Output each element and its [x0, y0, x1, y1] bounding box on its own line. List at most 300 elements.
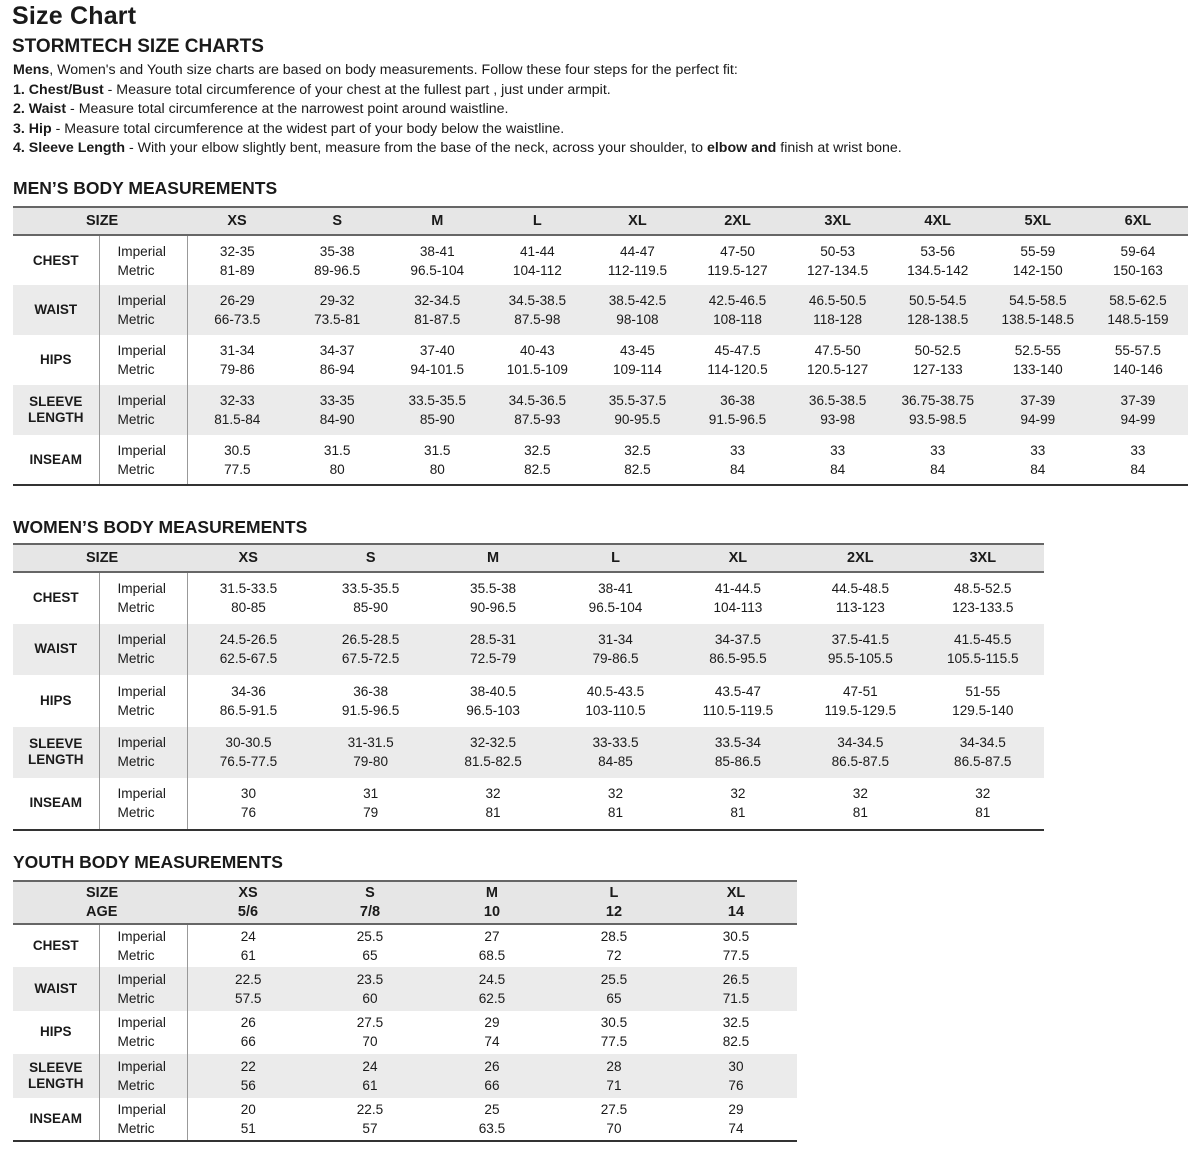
measurement-cell: [553, 1054, 675, 1097]
metric-value: 86.5-87.5: [831, 754, 890, 770]
measurement-cell: [687, 285, 787, 335]
measurement-row: [13, 285, 1188, 335]
measurement-cell: [553, 1011, 675, 1054]
metric-value: 60: [362, 991, 378, 1007]
measurement-cell: [799, 675, 921, 727]
metric-value: 120.5-127: [807, 362, 869, 377]
youth-size-table: [13, 880, 797, 1142]
measurement-cell: [431, 967, 553, 1010]
measurement-row: [13, 727, 1044, 779]
measurement-cell: [309, 675, 431, 727]
measurement-cell: [788, 435, 888, 485]
size-header: SIZE: [13, 207, 187, 235]
imperial-value: 32-32.5: [470, 735, 517, 751]
measurement-cell: [1088, 335, 1188, 385]
measurement-cell: [587, 385, 687, 435]
imperial-value: 33-35: [319, 393, 355, 408]
measurement-cell: [799, 727, 921, 779]
measurement-label: [13, 335, 99, 385]
unit-labels: [99, 727, 187, 779]
measurement-cell: [788, 335, 888, 385]
metric-value: 71.5: [722, 991, 750, 1007]
measurement-label-line: LENGTH: [28, 1075, 84, 1091]
measurement-cell: [187, 967, 309, 1010]
imperial-value: 26.5: [722, 972, 750, 988]
imperial-value: 25.5: [600, 972, 628, 988]
measurement-label: [13, 967, 99, 1010]
measurement-cell: [553, 1098, 675, 1141]
metric-value: 113-123: [835, 600, 885, 616]
step-name: Hip: [28, 120, 52, 137]
measurement-label-line: WAIST: [34, 981, 78, 997]
measurement-label: [13, 572, 99, 624]
metric-value: 70: [362, 1034, 378, 1050]
metric-value: 129.5-140: [952, 702, 1014, 718]
imperial-label: Imperial: [117, 786, 166, 802]
imperial-value: 31-31.5: [347, 735, 394, 751]
measurement-cell: [675, 924, 797, 967]
measurement-cell: [309, 924, 431, 967]
size-column-header: [1088, 207, 1188, 235]
imperial-value: 33: [930, 442, 946, 458]
metric-value: 74: [728, 1120, 744, 1136]
measurement-row: [13, 967, 797, 1010]
metric-label: Metric: [117, 600, 155, 616]
imperial-value: 22: [240, 1058, 256, 1074]
measurement-label-line: SLEEVE: [29, 394, 83, 409]
measurement-cell: [309, 1011, 431, 1054]
imperial-value: 45-47.5: [714, 343, 761, 358]
measurement-cell: [309, 1054, 431, 1097]
metric-value: 84: [729, 461, 746, 477]
measurement-cell: [675, 1098, 797, 1141]
imperial-value: 50.5-54.5: [908, 293, 967, 308]
imperial-value: 24.5-26.5: [219, 632, 278, 648]
size-name: M: [487, 549, 500, 566]
imperial-value: 47-50: [720, 243, 755, 259]
metric-value: 103-110.5: [585, 702, 646, 718]
measurement-cell: [587, 285, 687, 335]
metric-value: 81: [975, 805, 991, 821]
metric-value: 84: [830, 461, 846, 477]
imperial-value: 32-33: [219, 393, 255, 408]
imperial-value: 33.5-35.5: [341, 581, 400, 597]
metric-value: 84: [1030, 461, 1046, 477]
measurement-cell: [988, 335, 1088, 385]
imperial-value: 28: [606, 1058, 622, 1074]
size-header: SIZE: [13, 544, 187, 572]
measurement-cell: [187, 1011, 309, 1054]
imperial-value: 30: [728, 1058, 744, 1074]
size-name: XS: [238, 549, 258, 566]
size-name: 6XL: [1124, 212, 1152, 229]
measurement-cell: [187, 435, 287, 485]
imperial-value: 38-41: [598, 581, 633, 597]
measurement-cell: [431, 924, 553, 967]
measurement-cell: [309, 967, 431, 1010]
measurement-row: [13, 778, 1044, 830]
imperial-value: 36-38: [720, 393, 755, 408]
size-name: M: [485, 884, 499, 901]
imperial-value: 34-36: [231, 683, 266, 699]
size-header: [13, 881, 187, 924]
imperial-label: Imperial: [117, 1101, 166, 1117]
imperial-label: Imperial: [117, 393, 166, 408]
size-name: S: [332, 212, 342, 229]
metric-value: 72.5-79: [470, 651, 517, 667]
youth-section-title: YOUTH BODY MEASUREMENTS: [13, 852, 283, 872]
imperial-value: 37-39: [1020, 393, 1056, 408]
imperial-value: 50-53: [820, 243, 856, 259]
unit-labels: [99, 624, 187, 676]
measurement-cell: [187, 778, 309, 830]
step-name: Waist: [28, 101, 67, 118]
size-name: XL: [726, 884, 746, 901]
metric-label: Metric: [117, 262, 155, 278]
metric-value: 63.5: [478, 1120, 506, 1136]
metric-value: 119.5-127: [707, 262, 768, 278]
imperial-value: 33: [1030, 442, 1046, 458]
imperial-value: 37-39: [1120, 393, 1156, 408]
metric-value: 90-96.5: [470, 600, 517, 616]
metric-value: 79-86.5: [592, 651, 639, 667]
measurement-cell: [554, 572, 676, 624]
measurement-label-line: SLEEVE: [29, 736, 83, 752]
measurement-cell: [287, 285, 387, 335]
measurement-cell: [554, 624, 676, 676]
metric-value: 133-140: [1012, 362, 1063, 377]
metric-value: 65: [606, 991, 622, 1007]
imperial-value: 30.5: [722, 929, 750, 945]
measurement-row: [13, 924, 797, 967]
measurement-cell: [187, 624, 309, 676]
metric-value: 96.5-104: [588, 600, 643, 616]
unit-labels: [99, 235, 187, 285]
metric-value: 109-114: [612, 362, 662, 377]
imperial-value: 31-34: [598, 632, 633, 648]
measurement-cell: [553, 967, 675, 1010]
imperial-value: 30-30.5: [225, 735, 272, 751]
measurement-label-line: INSEAM: [29, 451, 82, 467]
metric-label: Metric: [117, 461, 155, 477]
size-column-header: [587, 207, 687, 235]
measurement-cell: [432, 675, 554, 727]
imperial-value: 50-52.5: [914, 343, 961, 358]
imperial-value: 53-56: [920, 243, 956, 259]
measurement-row: [13, 1054, 797, 1097]
metric-value: 85-90: [419, 412, 455, 427]
metric-label: Metric: [117, 651, 155, 667]
metric-value: 94-99: [1020, 412, 1056, 427]
measurement-cell: [988, 435, 1088, 485]
imperial-value: 47.5-50: [814, 343, 861, 358]
metric-value: 123-133.5: [952, 600, 1014, 616]
metric-value: 61: [240, 948, 256, 964]
imperial-label: Imperial: [117, 243, 166, 259]
metric-value: 96.5-104: [410, 262, 465, 278]
measurement-cell: [1088, 285, 1188, 335]
measurement-label-line: HIPS: [39, 692, 72, 708]
metric-value: 77.5: [224, 461, 251, 477]
imperial-value: 20: [240, 1101, 256, 1117]
measurement-row: [13, 675, 1044, 727]
imperial-value: 33-33.5: [592, 735, 639, 751]
imperial-value: 36.5-38.5: [808, 393, 867, 408]
metric-value: 85-86.5: [714, 754, 761, 770]
metric-value: 77.5: [722, 948, 750, 964]
intro-text: [13, 61, 902, 159]
age-value: 7/8: [359, 903, 381, 920]
imperial-value: 29: [728, 1101, 744, 1117]
size-column-header: [687, 207, 787, 235]
measurement-cell: [687, 335, 787, 385]
step-emphasis: elbow and: [706, 140, 777, 157]
measurement-label: [13, 924, 99, 967]
metric-value: 89-96.5: [314, 262, 361, 278]
page-subtitle: STORMTECH SIZE CHARTS: [12, 36, 264, 57]
imperial-label: Imperial: [117, 293, 166, 308]
size-column-header: [677, 544, 799, 572]
imperial-value: 35.5-38: [470, 581, 517, 597]
measurement-cell: [187, 385, 287, 435]
metric-value: 108-118: [713, 312, 762, 327]
measurement-label: [13, 1054, 99, 1097]
intro-step: [13, 100, 902, 120]
measurement-cell: [675, 1054, 797, 1097]
measurement-cell: [187, 285, 287, 335]
measurement-label: [13, 235, 99, 285]
measurement-cell: [675, 1011, 797, 1054]
metric-value: 66: [240, 1034, 256, 1050]
measurement-cell: [554, 675, 676, 727]
unit-labels: [99, 967, 187, 1010]
measurement-label-line: CHEST: [32, 590, 79, 606]
measurement-cell: [487, 435, 587, 485]
intro-lead-rest: , Women's and Youth size charts are based on body measurements. Follow these four steps for the perfect fit:: [49, 62, 738, 78]
metric-value: 86.5-91.5: [219, 702, 278, 718]
measurement-cell: [187, 924, 309, 967]
measurement-cell: [677, 727, 799, 779]
size-column-header: [675, 881, 797, 924]
metric-value: 94-101.5: [410, 362, 465, 377]
measurement-cell: [687, 385, 787, 435]
imperial-value: 29: [484, 1015, 500, 1031]
measurement-cell: [187, 335, 287, 385]
header-row: [13, 881, 797, 924]
measurement-cell: [888, 335, 988, 385]
imperial-value: 46.5-50.5: [808, 293, 867, 308]
metric-value: 81: [852, 805, 868, 821]
measurement-cell: [387, 435, 487, 485]
measurement-cell: [487, 385, 587, 435]
metric-label: Metric: [117, 991, 155, 1007]
measurement-cell: [187, 1054, 309, 1097]
metric-value: 79-80: [353, 754, 389, 770]
metric-value: 82.5: [722, 1034, 750, 1050]
measurement-cell: [799, 572, 921, 624]
age-label: AGE: [86, 903, 118, 920]
size-column-header: [387, 207, 487, 235]
metric-value: 101.5-109: [506, 362, 568, 377]
size-name: 2XL: [724, 212, 751, 229]
metric-value: 105.5-115.5: [946, 651, 1019, 667]
mens-section-title: MEN’S BODY MEASUREMENTS: [13, 178, 278, 198]
metric-value: 81.5-82.5: [464, 754, 522, 770]
unit-labels: [99, 1054, 187, 1097]
imperial-label: Imperial: [117, 343, 166, 358]
metric-value: 79: [363, 805, 379, 821]
measurement-cell: [287, 335, 387, 385]
metric-value: 150-163: [1112, 262, 1163, 278]
imperial-value: 28.5-31: [470, 632, 517, 648]
size-label: SIZE: [86, 884, 119, 901]
size-column-header: [922, 544, 1044, 572]
imperial-value: 44.5-48.5: [831, 581, 890, 597]
measurement-cell: [587, 235, 687, 285]
metric-label: Metric: [117, 805, 155, 821]
measurement-label: [13, 675, 99, 727]
step-name: Chest/Bust: [28, 81, 104, 98]
metric-value: 81.5-84: [214, 412, 261, 427]
metric-value: 142-150: [1012, 262, 1063, 278]
imperial-value: 43.5-47: [714, 683, 761, 699]
metric-value: 134.5-142: [907, 262, 969, 278]
metric-value: 76.5-77.5: [219, 754, 278, 770]
metric-value: 114-120.5: [707, 362, 768, 377]
imperial-value: 42.5-46.5: [708, 293, 767, 308]
womens-section-title: WOMEN’S BODY MEASUREMENTS: [13, 517, 308, 537]
imperial-value: 47-51: [842, 683, 878, 699]
metric-value: 104-113: [713, 600, 763, 616]
measurement-label-line: CHEST: [32, 252, 79, 268]
measurement-cell: [432, 624, 554, 676]
metric-value: 70: [606, 1120, 622, 1136]
measurement-cell: [1088, 235, 1188, 285]
imperial-label: Imperial: [117, 581, 166, 597]
imperial-value: 37-40: [419, 343, 455, 358]
measurement-cell: [387, 335, 487, 385]
measurement-cell: [687, 235, 787, 285]
metric-value: 51: [240, 1120, 256, 1136]
imperial-value: 32-35: [219, 243, 255, 259]
metric-value: 80: [429, 461, 445, 477]
size-name: L: [611, 549, 620, 566]
imperial-value: 36.75-38.75: [901, 393, 974, 408]
metric-value: 87.5-98: [514, 312, 561, 327]
imperial-value: 33.5-35.5: [408, 393, 466, 408]
imperial-label: Imperial: [117, 632, 166, 648]
metric-value: 84-85: [598, 754, 633, 770]
imperial-value: 23.5: [356, 972, 384, 988]
step-desc: - Measure total circumference at the widest part of your body below the waistline.: [51, 120, 565, 137]
intro-lead-bold: Mens: [13, 62, 50, 78]
imperial-label: Imperial: [117, 929, 166, 945]
imperial-value: 31.5: [424, 442, 451, 458]
measurement-row: [13, 572, 1044, 624]
measurement-cell: [788, 285, 888, 335]
measurement-cell: [287, 435, 387, 485]
size-name: 4XL: [924, 212, 952, 229]
metric-value: 84: [930, 461, 946, 477]
imperial-label: Imperial: [117, 1058, 166, 1074]
measurement-cell: [387, 385, 487, 435]
imperial-value: 36-38: [353, 683, 389, 699]
imperial-value: 54.5-58.5: [1009, 293, 1067, 308]
measurement-label: [13, 1098, 99, 1141]
measurement-row: [13, 1011, 797, 1054]
imperial-value: 29-32: [319, 293, 355, 308]
step-name: Sleeve Length: [28, 140, 125, 157]
metric-label: Metric: [117, 948, 155, 964]
header-row: [13, 544, 1044, 572]
imperial-value: 25.5: [356, 929, 384, 945]
imperial-value: 22.5: [356, 1101, 384, 1117]
imperial-value: 35.5-37.5: [608, 393, 667, 408]
step-number: 4.: [13, 140, 25, 157]
size-name: 3XL: [824, 212, 851, 229]
imperial-label: Imperial: [117, 442, 166, 458]
measurement-cell: [431, 1011, 553, 1054]
metric-label: Metric: [117, 1034, 155, 1050]
imperial-value: 55-57.5: [1114, 343, 1161, 358]
imperial-value: 41.5-45.5: [954, 632, 1012, 648]
step-number: 1.: [13, 81, 25, 98]
imperial-value: 32-34.5: [414, 293, 461, 308]
imperial-value: 31.5-33.5: [219, 581, 278, 597]
imperial-value: 34-34.5: [837, 735, 884, 751]
measurement-cell: [587, 435, 687, 485]
size-name: XS: [227, 212, 247, 229]
metric-value: 67.5-72.5: [341, 651, 400, 667]
metric-value: 66-73.5: [214, 312, 261, 327]
size-column-header: [309, 544, 431, 572]
imperial-value: 27.5: [356, 1015, 384, 1031]
mens-size-table: [13, 206, 1188, 486]
measurement-row: [13, 335, 1188, 385]
imperial-value: 41-44: [519, 243, 555, 259]
imperial-value: 25: [484, 1101, 500, 1117]
metric-value: 86.5-87.5: [954, 754, 1012, 770]
metric-label: Metric: [117, 1120, 155, 1136]
metric-value: 119.5-129.5: [824, 702, 897, 718]
measurement-cell: [553, 924, 675, 967]
measurement-label: [13, 1011, 99, 1054]
imperial-value: 34-37: [319, 343, 355, 358]
imperial-value: 32: [730, 786, 746, 802]
metric-value: 87.5-93: [514, 412, 561, 427]
measurement-cell: [309, 778, 431, 830]
measurement-label-line: HIPS: [39, 1024, 72, 1040]
measurement-cell: [187, 235, 287, 285]
unit-labels: [99, 778, 187, 830]
measurement-cell: [554, 778, 676, 830]
imperial-value: 48.5-52.5: [954, 581, 1012, 597]
step-desc: - Measure total circumference at the narrowest point around waistline.: [66, 101, 509, 118]
metric-value: 80: [329, 461, 345, 477]
measurement-cell: [487, 285, 587, 335]
imperial-value: 32: [607, 786, 624, 802]
imperial-value: 58.5-62.5: [1109, 293, 1167, 308]
imperial-value: 40.5-43.5: [586, 683, 645, 699]
metric-value: 81: [485, 805, 501, 821]
measurement-label-line: HIPS: [39, 352, 72, 367]
measurement-row: [13, 435, 1188, 485]
measurement-cell: [431, 1098, 553, 1141]
metric-value: 148.5-159: [1107, 312, 1169, 327]
unit-labels: [99, 435, 187, 485]
imperial-value: 55-59: [1020, 243, 1056, 259]
measurement-cell: [988, 235, 1088, 285]
